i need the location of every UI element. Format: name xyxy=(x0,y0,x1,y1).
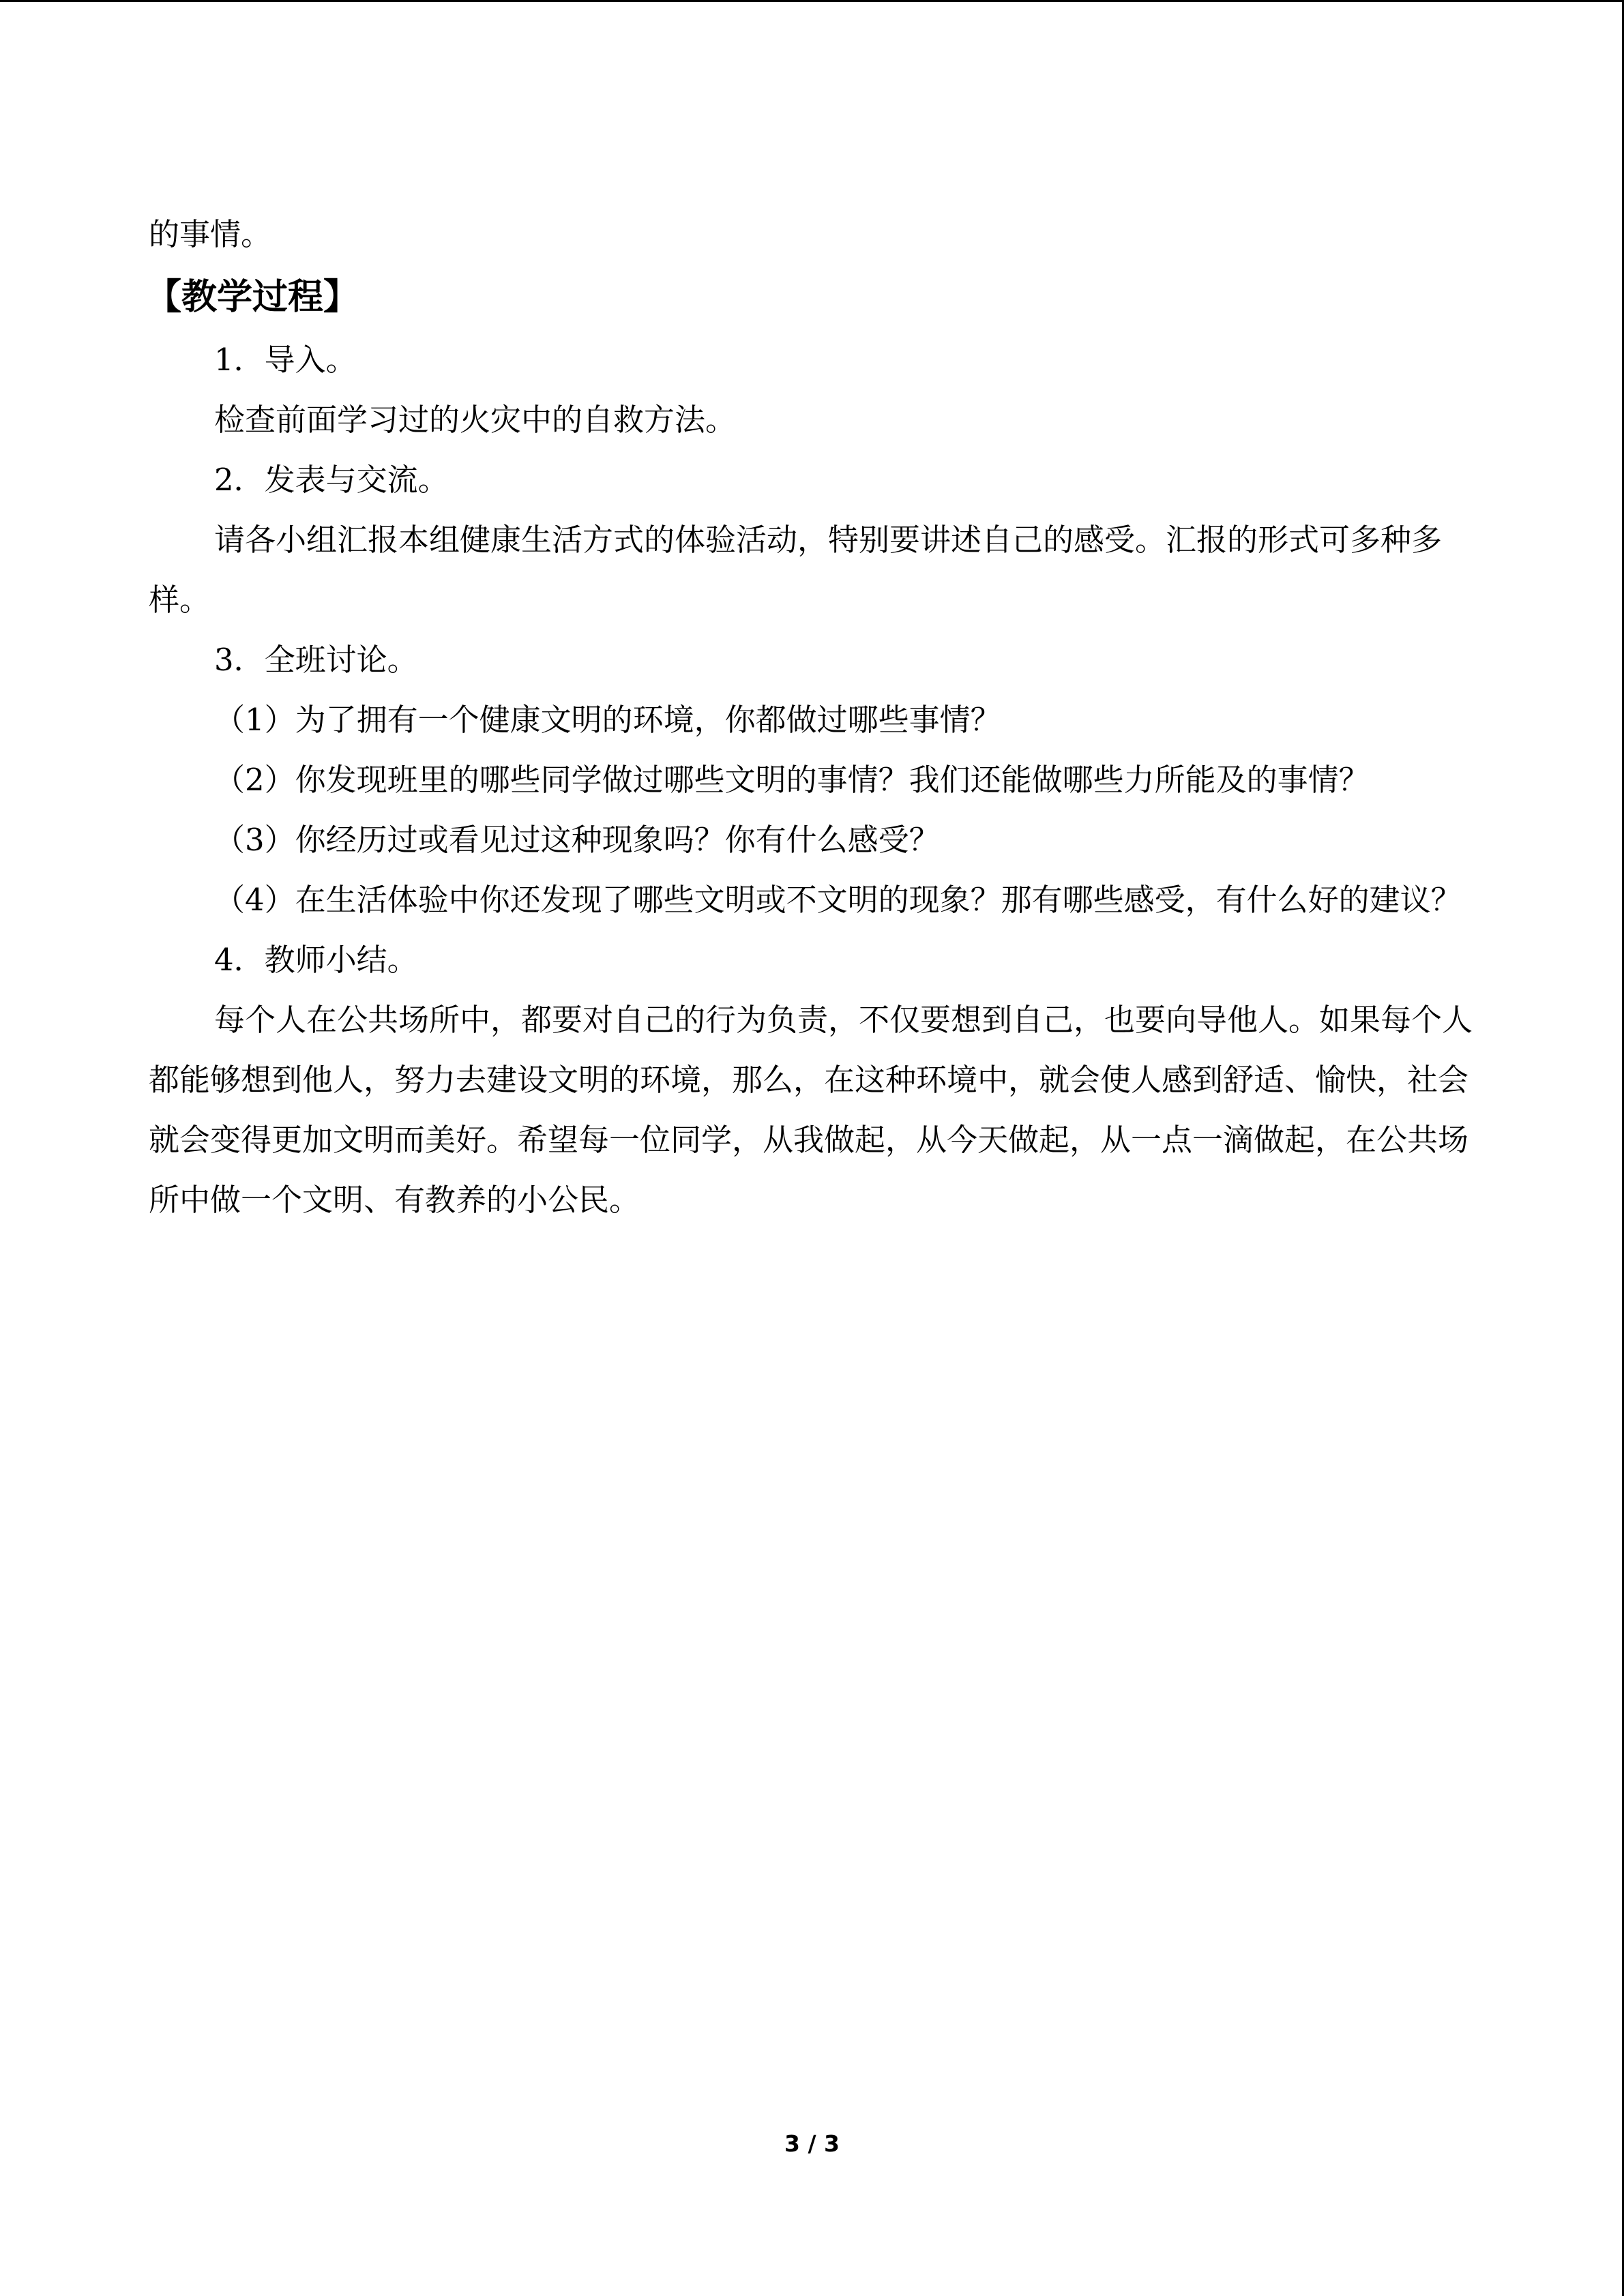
discussion-question-4: （4）在生活体验中你还发现了哪些文明或不文明的现象？那有哪些感受，有什么好的建议？ xyxy=(214,882,1462,918)
paragraph-continuation: 的事情。 xyxy=(149,216,272,252)
document-body xyxy=(146,205,1475,1230)
page-border-top xyxy=(0,0,1624,2)
discussion-question-2: （2）你发现班里的哪些同学做过哪些文明的事情？我们还能做哪些力所能及的事情？ xyxy=(214,762,1370,798)
section-heading-teaching-process: 【教学过程】 xyxy=(146,277,359,318)
step-1-body: 检查前面学习过的火灾中的自救方法。 xyxy=(214,402,737,438)
step-4-title: 4．教师小结。 xyxy=(214,942,418,978)
discussion-question-1: （1）为了拥有一个健康文明的环境，你都做过哪些事情？ xyxy=(214,702,1001,738)
discussion-question-3: （3）你经历过或看见过这种现象吗？你有什么感受？ xyxy=(214,822,940,858)
step-2-body: 请各小组汇报本组健康生活方式的体验活动，特别要讲述自己的感受。汇报的形式可多种多样。 xyxy=(149,522,1443,618)
step-1-title: 1．导入。 xyxy=(214,342,357,378)
page-number: 3 / 3 xyxy=(784,2130,840,2157)
step-2-title: 2．发表与交流。 xyxy=(214,462,449,498)
step-4-body: 每个人在公共场所中，都要对自己的行为负责，不仅要想到自己，也要向导他人。如果每个人都能够想到他人，努力去建设文明的环境，那么，在这种环境中，就会使人感到舒适、愉快，社会就会变得更加文明而美好。希望每一位同学，从我做起，从今天做起，从一点一滴做起，在公共场所中做一个文明、有教养的小公民。 xyxy=(149,1002,1473,1218)
step-3-title: 3．全班讨论。 xyxy=(214,642,418,678)
